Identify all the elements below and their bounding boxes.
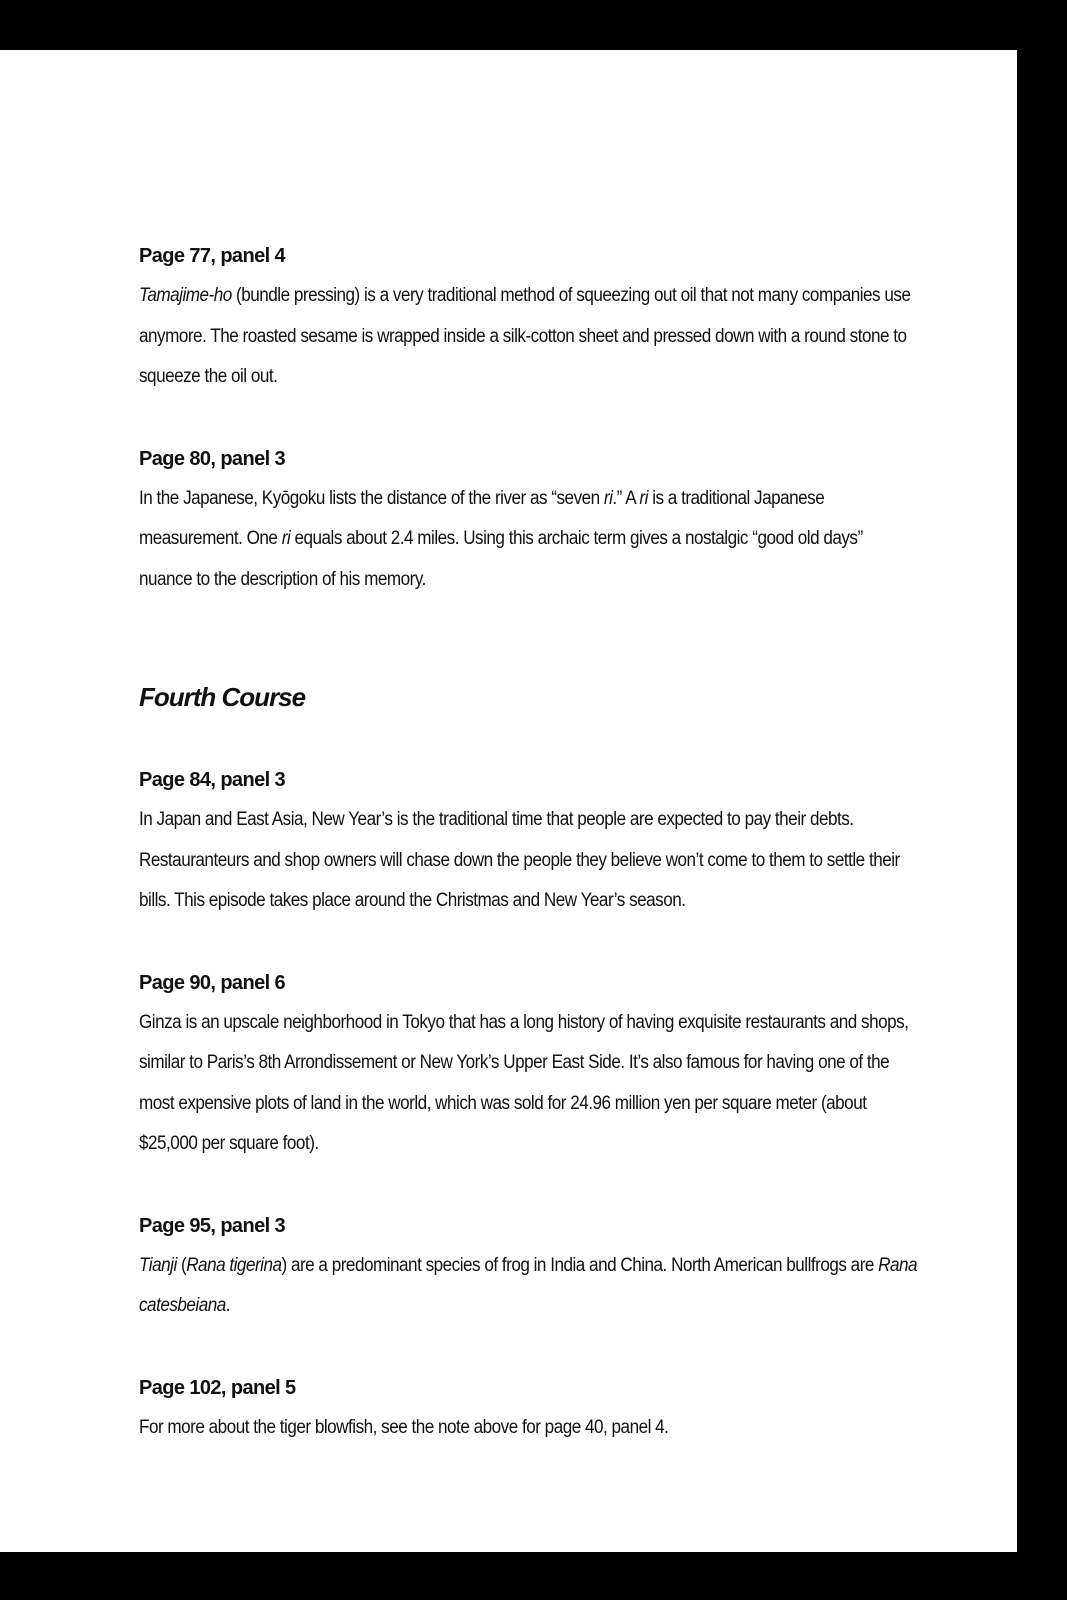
note-spacer bbox=[139, 398, 919, 439]
italic-term: ri bbox=[281, 528, 291, 549]
note-spacer bbox=[139, 1327, 919, 1368]
note-heading: Page 95, panel 3 bbox=[139, 1214, 286, 1237]
note-block bbox=[139, 1368, 919, 1449]
page-content bbox=[139, 236, 919, 1448]
note-heading: Page 102, panel 5 bbox=[139, 1376, 296, 1399]
note-block bbox=[139, 760, 919, 922]
text-segment: equals about 2.4 miles. Using this archaic term gives a nostalgic “good old days” nuance to the description of his memory. bbox=[139, 528, 863, 590]
note-heading: Page 77, panel 4 bbox=[139, 245, 286, 267]
italic-term: Tianji bbox=[139, 1254, 177, 1276]
note-block bbox=[139, 1206, 919, 1327]
text-segment: . bbox=[225, 1295, 231, 1316]
note-body bbox=[139, 1408, 918, 1449]
italic-term: ri bbox=[603, 487, 613, 509]
note-body bbox=[139, 276, 918, 398]
text-segment: In Japan and East Asia, New Year’s is the traditional time that people are expected to pay their debts. Restauranteurs and shop owners will chase down the people they believe won’t come to them to settle their bills. This episode takes place around the Christmas and New Year’s season. bbox=[139, 809, 900, 911]
note-spacer bbox=[139, 1165, 919, 1206]
note-heading: Page 90, panel 6 bbox=[139, 971, 286, 994]
note-block bbox=[139, 439, 919, 601]
note-heading: Page 84, panel 3 bbox=[139, 769, 286, 791]
text-segment: In the Japanese, Kyōgoku lists the distance of the river as “seven bbox=[139, 487, 604, 509]
text-segment: ( bbox=[176, 1254, 187, 1276]
note-block bbox=[139, 236, 919, 398]
note-body bbox=[139, 479, 918, 601]
notes-group-before bbox=[139, 236, 919, 600]
text-segment: (bundle pressing) is a very traditional method of squeezing out oil that not many companies use anymore. The roasted sesame is wrapped inside a silk-cotton sheet and pressed down with a round stone to squeeze the oil out. bbox=[139, 285, 911, 387]
text-segment: is a traditional Japanese measurement. One bbox=[139, 487, 825, 549]
text-segment: ) are a predominant species of frog in India and China. North American bullfrogs are bbox=[281, 1254, 879, 1276]
book-page bbox=[0, 50, 1017, 1552]
note-heading: Page 80, panel 3 bbox=[139, 447, 286, 470]
note-body bbox=[139, 800, 918, 922]
text-segment: Ginza is an upscale neighborhood in Tokyo that has a long history of having exquisite restaurants and shops, similar to Paris’s 8th Arrondissement or New York’s Upper East Side. It’s also famous for having one of the most expensive plots of land in the world, which was sold for 24.96 million yen per square meter (about $25,000 per square foot). bbox=[139, 1011, 909, 1154]
section-title: Fourth Course bbox=[139, 682, 306, 712]
note-body bbox=[139, 1003, 918, 1165]
italic-term: Tamajime-ho bbox=[139, 285, 232, 306]
italic-term: Rana catesbeiana bbox=[139, 1254, 918, 1316]
text-segment: .” A bbox=[612, 487, 640, 509]
note-body bbox=[139, 1246, 918, 1327]
italic-term: ri bbox=[639, 487, 648, 509]
notes-group-after bbox=[139, 760, 919, 1448]
note-block bbox=[139, 963, 919, 1165]
text-segment: For more about the tiger blowfish, see the note above for page 40, panel 4. bbox=[139, 1416, 669, 1438]
note-spacer bbox=[139, 922, 919, 963]
italic-term: Rana tigerina bbox=[186, 1254, 282, 1276]
